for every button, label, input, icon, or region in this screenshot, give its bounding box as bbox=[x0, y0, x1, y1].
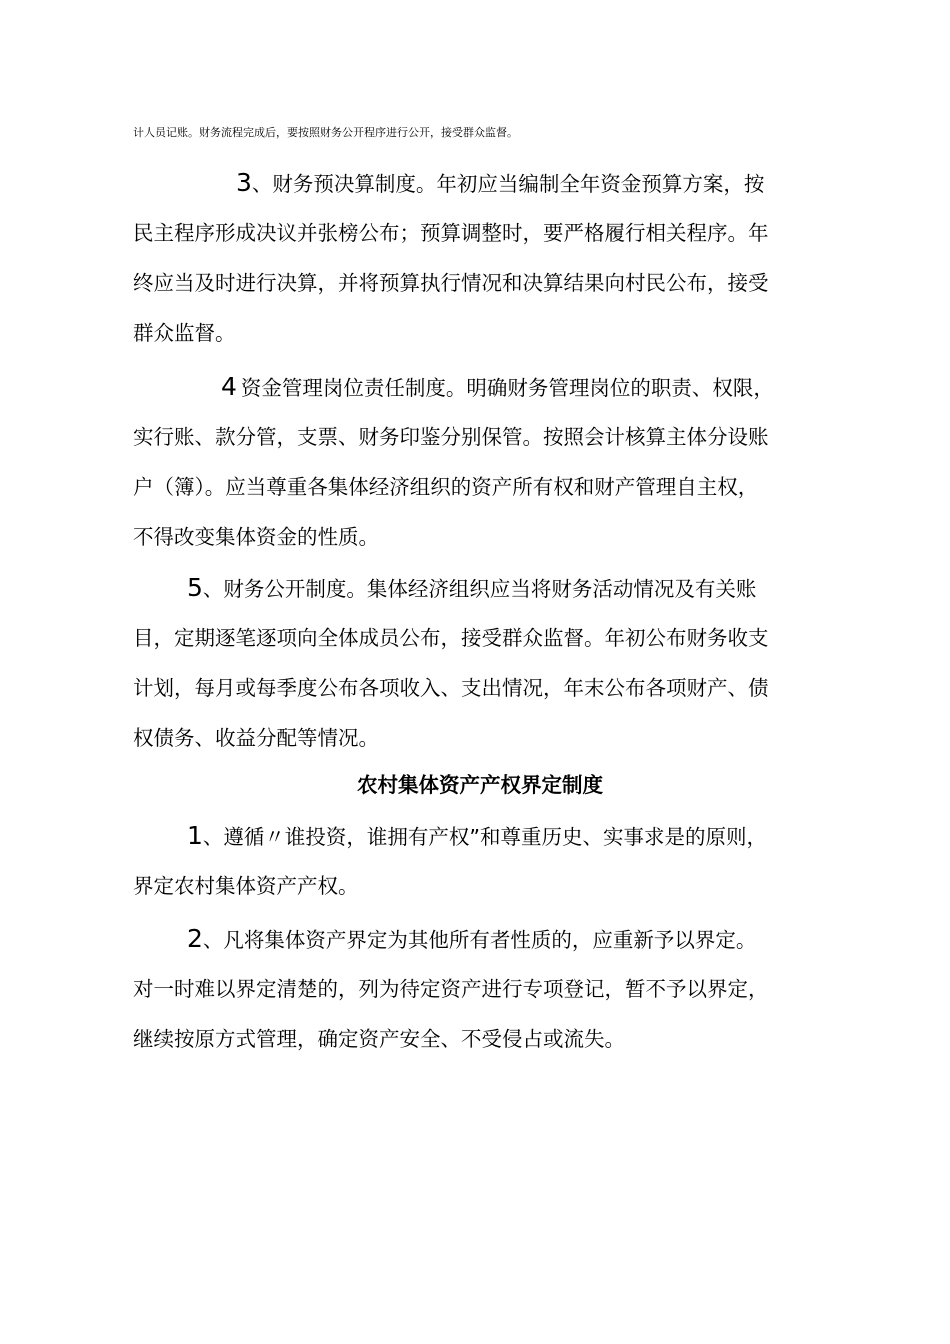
paragraph-number: 3 bbox=[236, 168, 252, 197]
section-heading: 农村集体资产产权界定制度 bbox=[357, 773, 603, 797]
paragraph-line: 终应当及时进行决算，并将预算执行情况和决算结果向村民公布，接受 bbox=[133, 271, 769, 295]
paragraph-number: 5 bbox=[187, 573, 203, 602]
paragraph-line: 对一时难以界定清楚的，列为待定资产进行专项登记，暂不予以界定， bbox=[133, 977, 769, 1001]
paragraph-item-1 bbox=[133, 811, 833, 911]
paragraph-fund-management bbox=[133, 362, 833, 562]
paragraph-number: 4 bbox=[221, 372, 237, 401]
paragraph-line: 户（簿）。应当尊重各集体经济组织的资产所有权和财产管理自主权， bbox=[133, 475, 759, 499]
paragraph-line: 继续按原方式管理，确定资产安全、不受侵占或流失。 bbox=[133, 1027, 625, 1051]
paragraph-line: 2、凡将集体资产界定为其他所有者性质的，应重新予以界定。 bbox=[187, 924, 757, 953]
paragraph-line: 4 资金管理岗位责任制度。明确财务管理岗位的职责、权限， bbox=[221, 372, 774, 401]
paragraph-budget-system bbox=[133, 158, 833, 358]
carryover-line: 计人员记账。财务流程完成后，要按照财务公开程序进行公开，接受群众监督。 bbox=[133, 126, 518, 139]
paragraph-line: 实行账、款分管，支票、财务印鉴分别保管。按照会计核算主体分设账 bbox=[133, 425, 769, 449]
paragraph-line: 民主程序形成决议并张榜公布；预算调整时，要严格履行相关程序。年 bbox=[133, 221, 769, 245]
paragraph-line: 1、遵循〃谁投资，谁拥有产权”和尊重历史、实事求是的原则， bbox=[187, 821, 768, 850]
paragraph-number: 2 bbox=[187, 924, 203, 953]
paragraph-item-2 bbox=[133, 914, 833, 1064]
paragraph-line: 计划，每月或每季度公布各项收入、支出情况，年末公布各项财产、债 bbox=[133, 676, 769, 700]
paragraph-line: 界定农村集体资产产权。 bbox=[133, 874, 359, 898]
paragraph-financial-disclosure bbox=[133, 563, 833, 763]
paragraph-number: 1 bbox=[187, 821, 203, 850]
paragraph-line: 不得改变集体资金的性质。 bbox=[133, 525, 379, 549]
paragraph-line: 权债务、收益分配等情况。 bbox=[133, 726, 379, 750]
paragraph-line: 群众监督。 bbox=[133, 321, 236, 345]
paragraph-line: 3、财务预决算制度。年初应当编制全年资金预算方案，按 bbox=[236, 168, 765, 197]
paragraph-line: 目，定期逐笔逐项向全体成员公布，接受群众监督。年初公布财务收支 bbox=[133, 626, 769, 650]
paragraph-line: 5、财务公开制度。集体经济组织应当将财务活动情况及有关账 bbox=[187, 573, 757, 602]
